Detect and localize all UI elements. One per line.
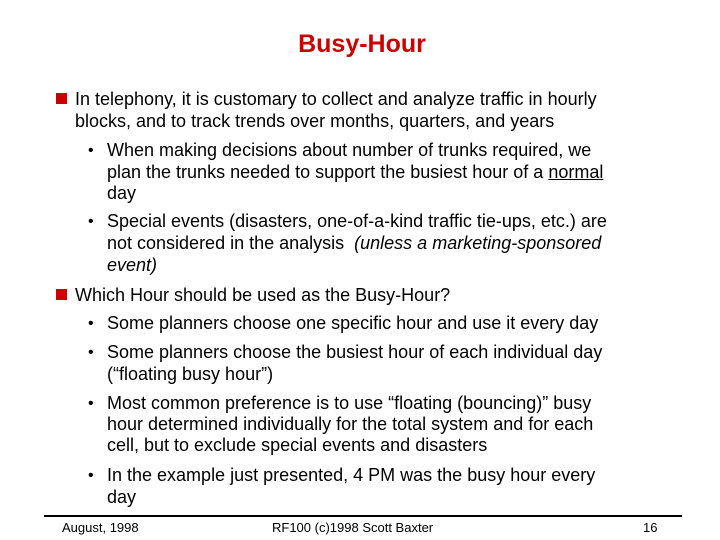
sub2-line2: not considered in the analysis (unless a marketing-sponsored: [107, 233, 602, 253]
bullet2-line1: Which Hour should be used as the Busy-Hour?: [75, 285, 451, 305]
sub4-line2: (“floating busy hour”): [107, 364, 274, 384]
dot-bullet-icon: •: [88, 142, 94, 159]
sub1-line2: plan the trunks needed to support the busiest hour of a normal: [107, 162, 604, 182]
bullet1-line2: blocks, and to track trends over months, quarters, and years: [75, 111, 555, 131]
sub2-line3: event): [107, 255, 158, 275]
dot-bullet-icon: •: [88, 395, 94, 412]
footer-date: August, 1998: [62, 520, 139, 535]
bullet1-line1: In telephony, it is customary to collect and analyze traffic in hourly: [75, 89, 597, 109]
sub5-line3: cell, but to exclude special events and disasters: [107, 435, 488, 455]
footer-copyright: RF100 (c)1998 Scott Baxter: [272, 520, 434, 535]
footer-divider: [44, 515, 682, 517]
dot-bullet-icon: •: [88, 344, 94, 361]
dot-bullet-icon: •: [88, 315, 94, 332]
square-bullet-icon: [56, 93, 67, 104]
sub1-line1: When making decisions about number of trunks required, we: [107, 140, 592, 160]
footer-page-number: 16: [643, 520, 658, 535]
underlined-normal: normal: [548, 162, 604, 182]
sub4-line1: Some planners choose the busiest hour of each individual day: [107, 342, 603, 362]
sub6-line2: day: [107, 487, 137, 507]
italic-note: (unless a marketing-sponsored: [354, 233, 602, 253]
sub5-line2: hour determined individually for the total system and for each: [107, 414, 594, 434]
sub6-line1: In the example just presented, 4 PM was the busy hour every: [107, 465, 596, 485]
square-bullet-icon: [56, 289, 67, 300]
sub1-line3: day: [107, 183, 137, 203]
sub2-line1: Special events (disasters, one-of-a-kind traffic tie-ups, etc.) are: [107, 211, 607, 231]
dot-bullet-icon: •: [88, 213, 94, 230]
sub3-line1: Some planners choose one specific hour and use it every day: [107, 313, 599, 333]
sub5-line1: Most common preference is to use “floating (bouncing)” busy: [107, 393, 592, 413]
slide-title: Busy-Hour: [298, 30, 426, 58]
dot-bullet-icon: •: [88, 467, 94, 484]
